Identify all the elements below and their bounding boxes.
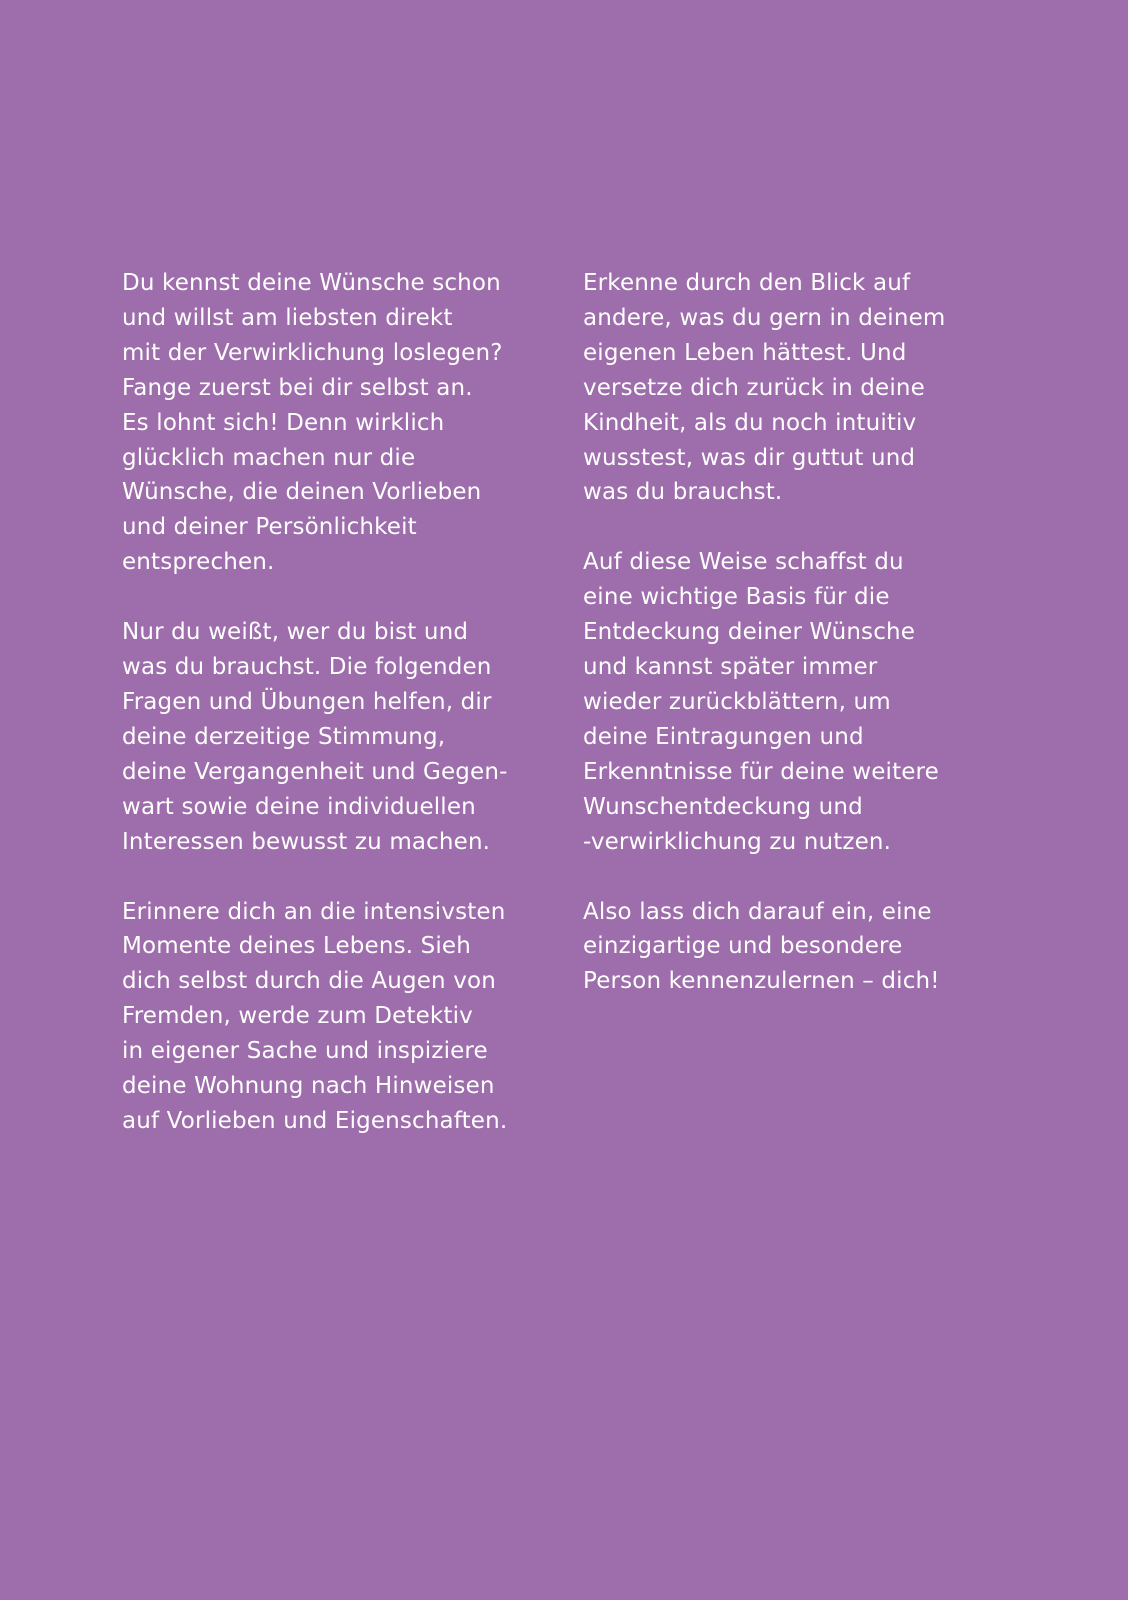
text-line: Nur du weißt, wer du bist und — [122, 619, 469, 646]
text-line: was du brauchst. — [583, 479, 783, 506]
text-line: was du brauchst. Die folgenden — [122, 654, 492, 681]
paragraph — [122, 615, 562, 859]
text-line: Interessen bewusst zu machen. — [122, 828, 491, 855]
text-line: und deiner Persönlichkeit — [122, 514, 417, 541]
paragraph — [122, 266, 562, 580]
text-line: Erkenntnisse für deine weitere — [583, 758, 939, 785]
text-line: deine Vergangenheit und Gegen- — [122, 758, 508, 785]
text-line: einzigartige und besondere — [583, 933, 903, 960]
text-line: versetze dich zurück in deine — [583, 374, 925, 401]
text-line: Entdeckung deiner Wünsche — [583, 619, 916, 646]
text-line: Fange zuerst bei dir selbst an. — [122, 374, 473, 401]
text-line: Also lass dich darauf ein, eine — [583, 898, 932, 925]
text-line: Erinnere dich an die intensivsten — [122, 898, 506, 925]
text-line: andere, was du gern in deinem — [583, 304, 946, 331]
text-line: Fremden, werde zum Detektiv — [122, 1003, 473, 1030]
text-line: Du kennst deine Wünsche schon — [122, 270, 501, 296]
text-line: deine Wohnung nach Hinweisen — [122, 1073, 495, 1100]
text-line: in eigener Sache und inspiziere — [122, 1038, 488, 1065]
paragraph — [583, 266, 1023, 510]
text-line: Wunschentdeckung und — [583, 793, 863, 820]
paragraph — [583, 895, 1023, 1000]
text-line: auf Vorlieben und Eigenschaften. — [122, 1107, 508, 1134]
text-line: Momente deines Lebens. Sieh — [122, 933, 471, 960]
text-line: wusstest, was dir guttut und — [583, 444, 916, 471]
text-line: eigenen Leben hättest. Und — [583, 339, 907, 366]
text-line: Person kennenzulernen – dich! — [583, 968, 940, 995]
text-line: Fragen und Übungen helfen, dir — [122, 688, 492, 715]
text-line: -verwirklichung zu nutzen. — [583, 828, 892, 855]
text-column-right — [583, 266, 1023, 1034]
paragraph — [583, 545, 1023, 859]
text-line: und kannst später immer — [583, 654, 878, 681]
text-line: und willst am liebsten direkt — [122, 304, 453, 331]
paragraph — [122, 895, 562, 1139]
text-line: Auf diese Weise schaffst du — [583, 549, 904, 576]
text-line: glücklich machen nur die — [122, 444, 416, 471]
text-column-left — [122, 266, 562, 1174]
text-line: Kindheit, als du noch intuitiv — [583, 409, 917, 436]
text-line: wart sowie deine individuellen — [122, 793, 476, 820]
text-line: Erkenne durch den Blick auf — [583, 270, 911, 296]
text-line: wieder zurückblättern, um — [583, 688, 891, 715]
text-line: Wünsche, die deinen Vorlieben — [122, 479, 482, 506]
text-line: deine derzeitige Stimmung, — [122, 723, 446, 750]
text-line: mit der Verwirklichung loslegen? — [122, 339, 503, 366]
text-line: dich selbst durch die Augen von — [122, 968, 496, 995]
text-line: deine Eintragungen und — [583, 723, 864, 750]
text-line: Es lohnt sich! Denn wirklich — [122, 409, 445, 436]
text-line: entsprechen. — [122, 549, 275, 576]
text-line: eine wichtige Basis für die — [583, 584, 890, 611]
